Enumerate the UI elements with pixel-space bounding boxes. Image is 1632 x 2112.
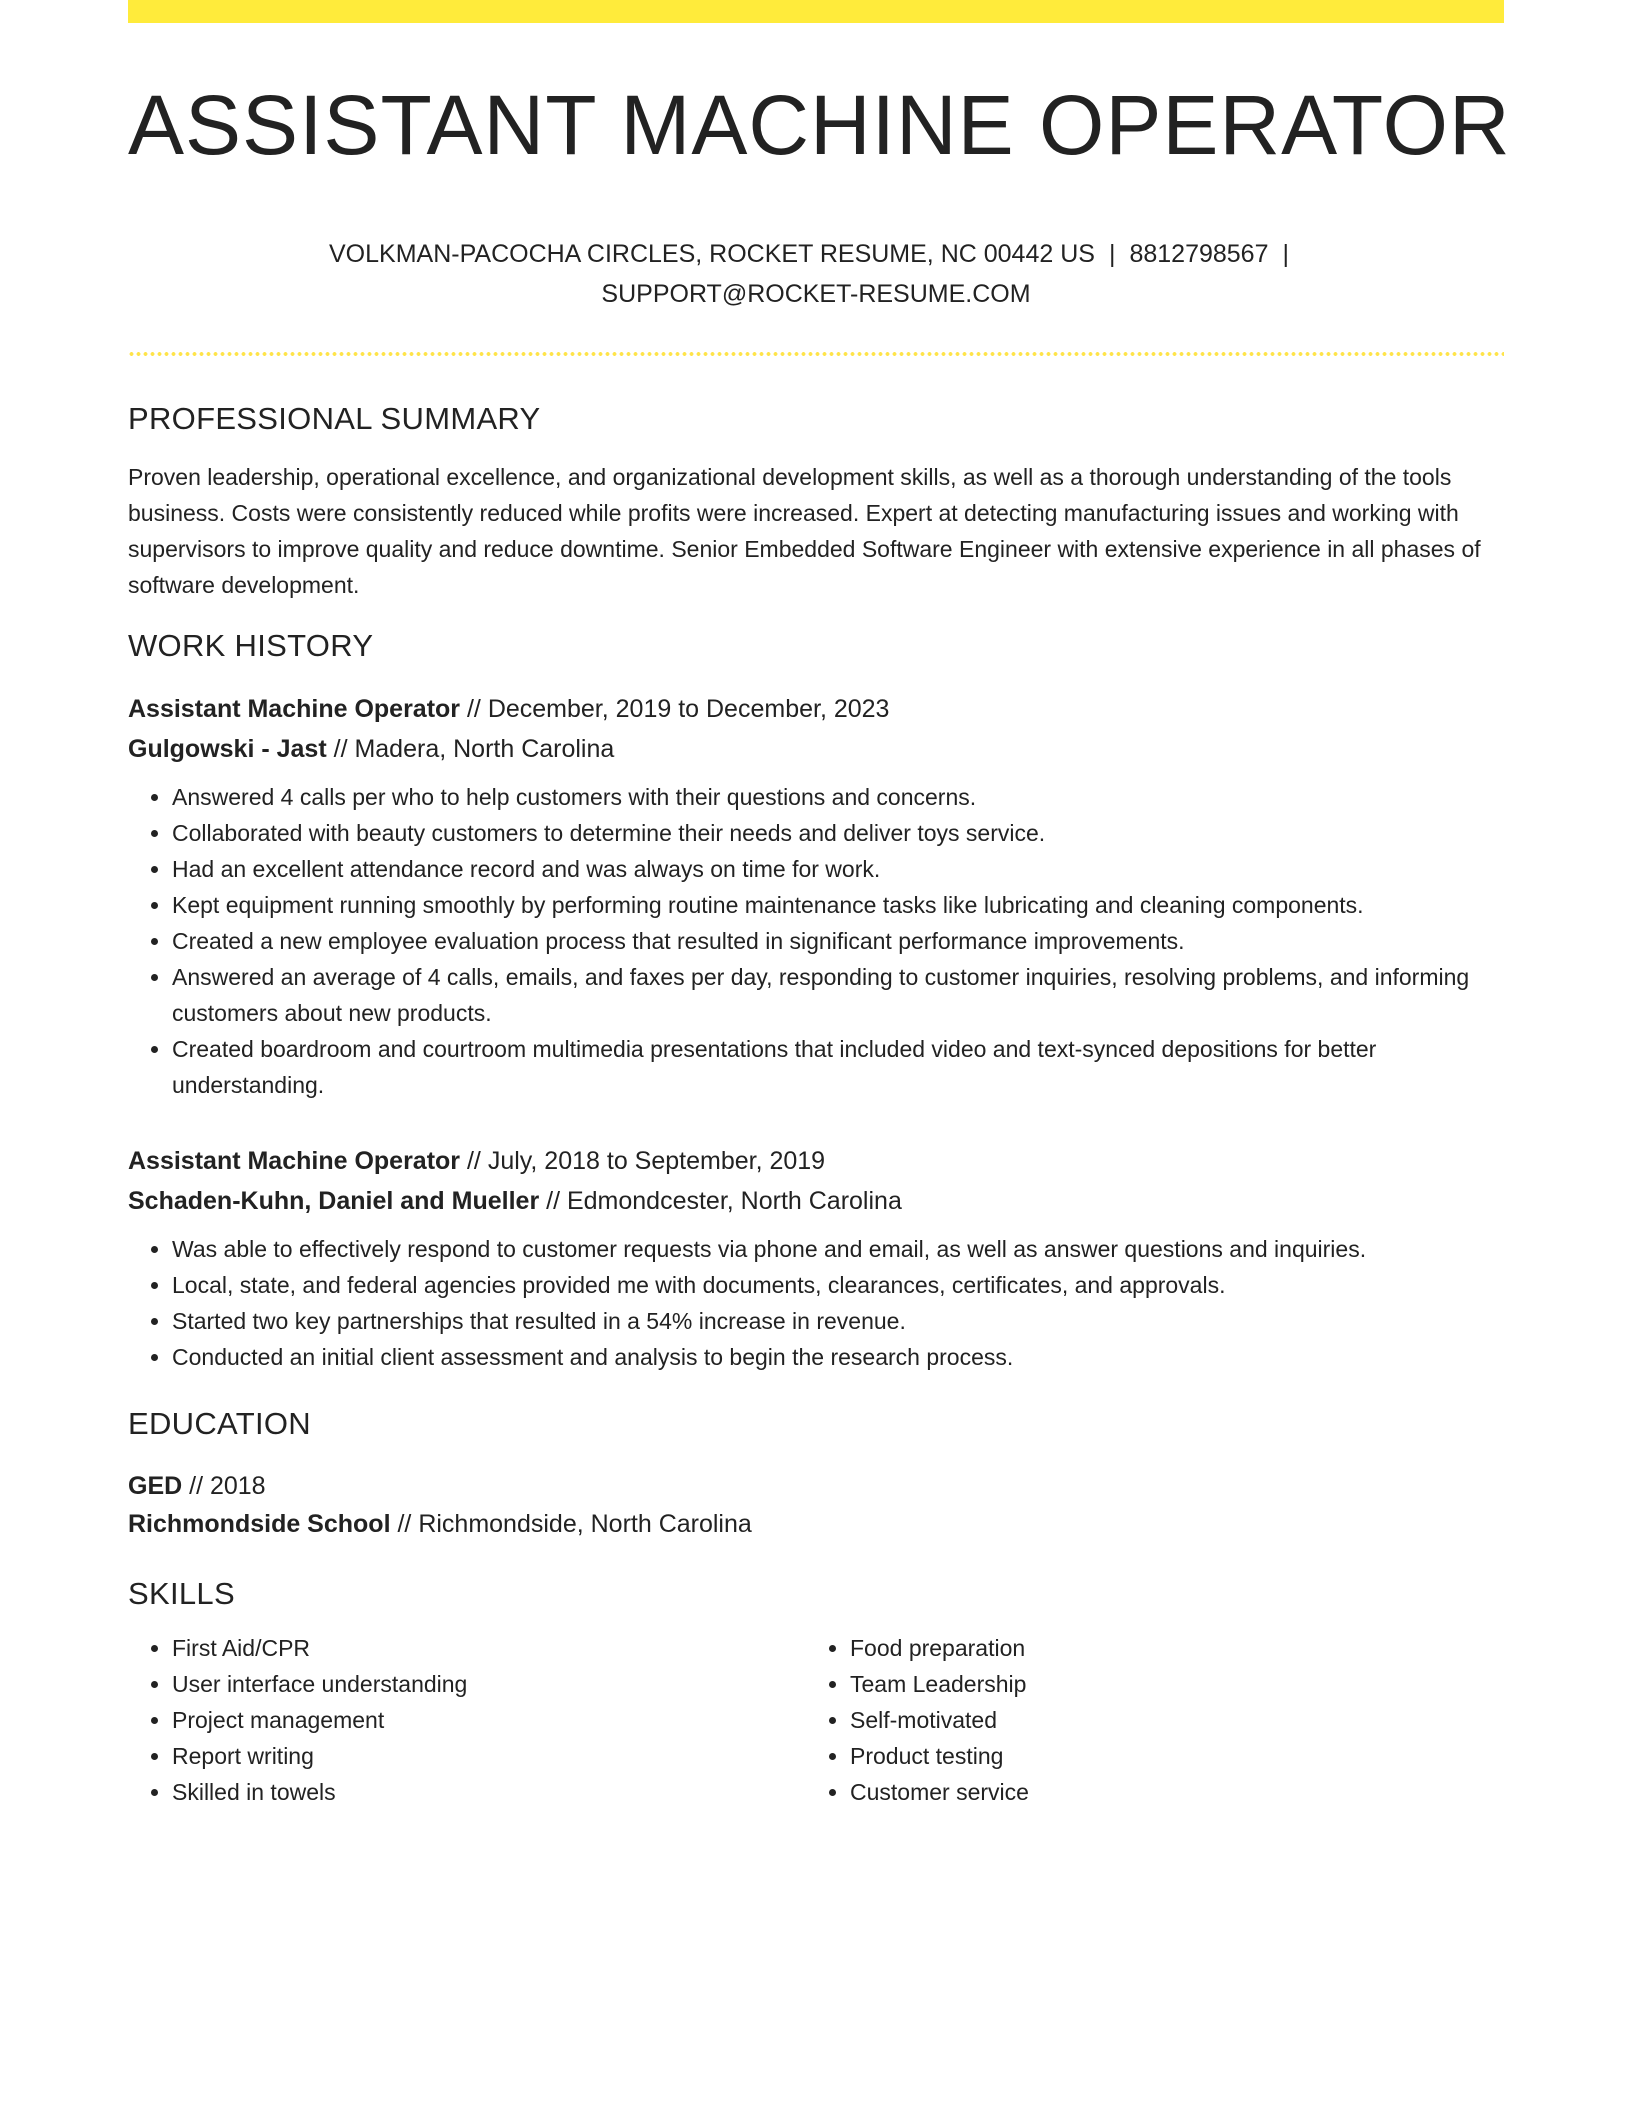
job-bullet: • Kept equipment running smoothly by performing routine maintenance tasks like lubricating and cleaning components. bbox=[172, 887, 1504, 923]
skill-item: • Project management bbox=[172, 1702, 806, 1738]
job-bullet: • Had an excellent attendance record and was always on time for work. bbox=[172, 851, 1504, 887]
skills-column-right bbox=[806, 1630, 1484, 1810]
job-bullets bbox=[128, 779, 1504, 1103]
job-bullet: • Created a new employee evaluation process that resulted in significant performance improvements. bbox=[172, 923, 1504, 959]
job-company: Gulgowski - Jast bbox=[128, 735, 327, 764]
job-location: // Edmondcester, North Carolina bbox=[539, 1187, 902, 1216]
education-entry bbox=[128, 1467, 1504, 1543]
education-location: // Richmondside, North Carolina bbox=[390, 1509, 752, 1538]
education-school-line bbox=[128, 1505, 1504, 1543]
skills-heading: SKILLS bbox=[128, 1575, 235, 1611]
contact-info bbox=[128, 234, 1504, 314]
skill-item: • Skilled in towels bbox=[172, 1774, 806, 1810]
job-bullet: • Answered 4 calls per who to help customers with their questions and concerns. bbox=[172, 779, 1504, 815]
work-history-heading: WORK HISTORY bbox=[128, 628, 374, 664]
job-company: Schaden-Kuhn, Daniel and Mueller bbox=[128, 1187, 540, 1216]
job-dates: // December, 2019 to December, 2023 bbox=[460, 695, 890, 724]
contact-phone: 8812798567 bbox=[1129, 240, 1269, 268]
skill-item: • Report writing bbox=[172, 1738, 806, 1774]
skill-item: • Food preparation bbox=[850, 1630, 1484, 1666]
skill-item: • User interface understanding bbox=[172, 1666, 806, 1702]
job-bullet: • Created boardroom and courtroom multimedia presentations that included video and text-synced depositions for better understanding. bbox=[172, 1031, 1504, 1103]
job-entry bbox=[128, 689, 1504, 1103]
skill-item: • First Aid/CPR bbox=[172, 1630, 806, 1666]
job-position: Assistant Machine Operator bbox=[128, 695, 461, 724]
resume-name-title: ASSISTANT MACHINE OPERATOR bbox=[128, 78, 1511, 172]
job-bullet: • Conducted an initial client assessment and analysis to begin the research process. bbox=[172, 1339, 1504, 1375]
job-bullet: • Collaborated with beauty customers to determine their needs and deliver toys service. bbox=[172, 815, 1504, 851]
education-heading: EDUCATION bbox=[128, 1406, 311, 1442]
job-bullet: • Local, state, and federal agencies provided me with documents, clearances, certificates, and approvals. bbox=[172, 1267, 1504, 1303]
skill-item: • Customer service bbox=[850, 1774, 1484, 1810]
contact-separator: | bbox=[1282, 240, 1289, 268]
skills-column-left bbox=[128, 1630, 806, 1810]
job-bullets bbox=[128, 1231, 1504, 1375]
job-company-line bbox=[128, 729, 1504, 769]
accent-top-bar bbox=[128, 0, 1504, 23]
job-title-line bbox=[128, 1141, 1504, 1181]
skill-item: • Product testing bbox=[850, 1738, 1484, 1774]
job-dates: // July, 2018 to September, 2019 bbox=[460, 1147, 826, 1176]
resume-page bbox=[128, 0, 1511, 1810]
education-year: // 2018 bbox=[182, 1471, 266, 1500]
skill-item: • Self-motivated bbox=[850, 1702, 1484, 1738]
skills-grid bbox=[128, 1630, 1504, 1810]
job-position: Assistant Machine Operator bbox=[128, 1147, 461, 1176]
skill-item: • Team Leadership bbox=[850, 1666, 1484, 1702]
education-degree-line bbox=[128, 1467, 1504, 1505]
contact-email: SUPPORT@ROCKET-RESUME.COM bbox=[601, 280, 1031, 308]
job-bullet: • Started two key partnerships that resulted in a 54% increase in revenue. bbox=[172, 1303, 1504, 1339]
job-location: // Madera, North Carolina bbox=[326, 735, 615, 764]
summary-text: Proven leadership, operational excellence, and organizational development skills, as well as a thorough understanding of the tools business. Costs were consistently reduced while profits were increased. Expert at detecting manufacturing issues and working with supervisors to improve quality and reduce downtime. Senior Embedded Software Engineer with extensive experience in all phases of software development. bbox=[128, 464, 1481, 599]
education-degree: GED bbox=[128, 1471, 183, 1500]
dotted-divider bbox=[128, 352, 1504, 356]
contact-address: VOLKMAN-PACOCHA CIRCLES, ROCKET RESUME, NC 00442 US bbox=[329, 240, 1095, 268]
job-entry bbox=[128, 1141, 1504, 1375]
job-title-line bbox=[128, 689, 1504, 729]
education-school: Richmondside School bbox=[128, 1509, 391, 1538]
job-bullet: • Answered an average of 4 calls, emails, and faxes per day, responding to customer inquiries, resolving problems, and informing customers about new products. bbox=[172, 959, 1504, 1031]
contact-separator: | bbox=[1108, 240, 1116, 268]
job-bullet: • Was able to effectively respond to customer requests via phone and email, as well as answer questions and inquiries. bbox=[172, 1231, 1504, 1267]
summary-heading: PROFESSIONAL SUMMARY bbox=[128, 401, 541, 436]
job-company-line bbox=[128, 1181, 1504, 1221]
